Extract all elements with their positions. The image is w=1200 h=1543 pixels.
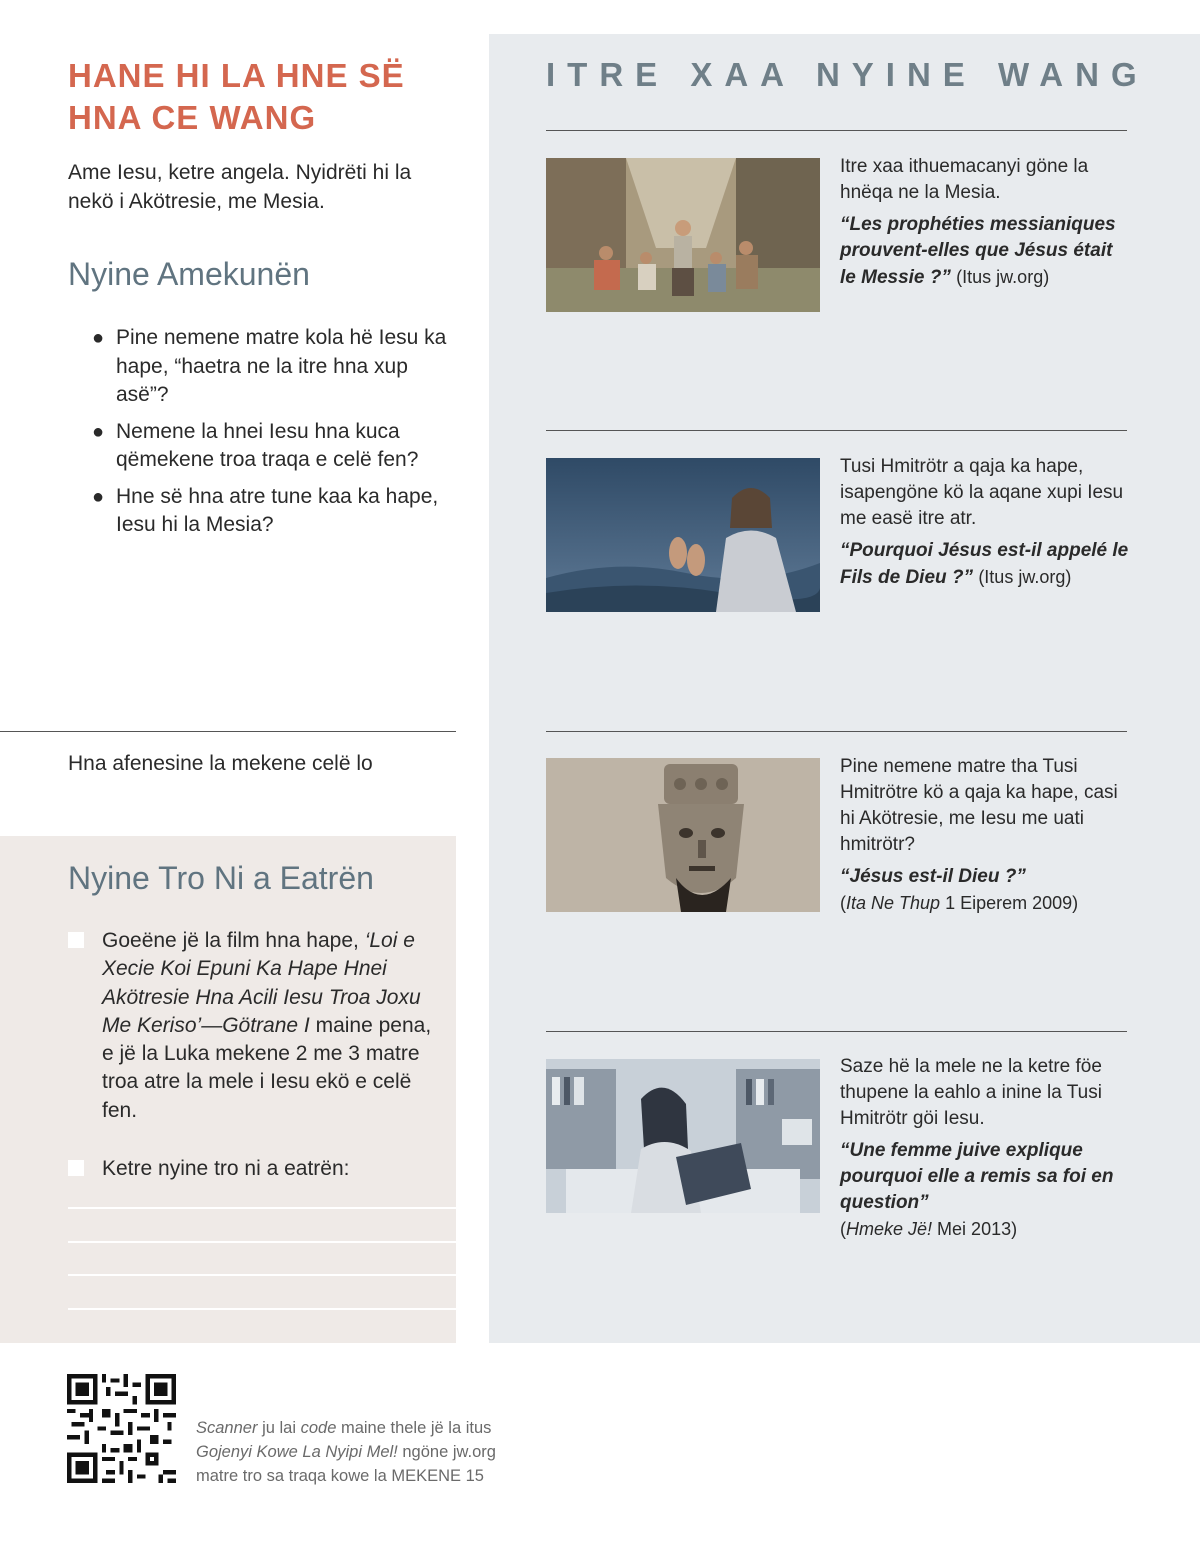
scan-instructions: Scanner ju lai code maine thele jë la itus Gojenyi Kowe La Nyipi Mel! ngöne jw.org matre tro sa traqa kowe la MEKENE 15 [196,1419,496,1485]
jesus-entering-jerusalem-image[interactable] [546,158,820,312]
three-faced-carving-image[interactable] [546,758,820,912]
review-question: ● Pine nemene matre kola hë Iesu ka hape, “haetra ne la itre hna xup asë”? [92,326,447,406]
resource-text: Tusi Hmitrötr a qaja ka hape, isapengöne kö la aqane xupi Iesu me easë itre atr. “Pourquoi Jésus est-il appelé le Fils de Dieu ?” (Itus jw.org) [840,454,1130,591]
qr-code-icon[interactable] [67,1374,176,1483]
goal-checkbox[interactable] [68,932,84,948]
jesus-praying-image[interactable] [546,458,820,612]
writing-line[interactable] [68,1241,456,1243]
resource-source: (Ita Ne Thup 1 Eiperem 2009) [840,893,1079,913]
review-heading: Nyine Amekunën [68,256,310,292]
divider [546,130,1127,131]
writing-line[interactable] [68,1274,456,1276]
goal-heading: Nyine Tro Ni a Eatrën [68,860,374,896]
review-question: ● Hne së hna atre tune kaa ka hape, Iesu hi la Mesia? [92,484,439,536]
goal-checkbox[interactable] [68,1160,84,1176]
resource-link[interactable]: “Une femme juive explique pourquoi elle a remis sa foi en question” [840,1140,1114,1213]
resource-source: (Hmeke Jë! Mei 2013) [840,1219,1018,1239]
divider [546,731,1127,732]
resource-text: Pine nemene matre tha Tusi Hmitrötre kö a qaja ka hape, casi hi Akötresie, me Iesu me uati hmitrötr? “Jésus est-il Dieu ?” (Ita Ne Thup 1 Eiperem 2009) [840,754,1130,916]
writing-line[interactable] [68,1308,456,1310]
summary-title: HANE HI LA HNE SË HNA CE WANG [68,57,405,136]
goal-item-custom: Ketre nyine tro ni a eatrën: [68,1155,438,1183]
divider [0,731,456,732]
bullet-icon: ● [92,327,105,349]
explore-title: ITRE XAA NYINE WANG [546,56,1149,93]
bullet-icon: ● [92,420,105,443]
divider [546,430,1127,431]
bullet-icon: ● [92,485,105,508]
resource-text: Saze hë la mele ne la ketre föe thupene la eahlo a inine la Tusi Hmitrötr göi Iesu. “Une femme juive explique pourquoi elle a remis sa foi en question” (Hmeke Jë! Mei 2013) [840,1054,1130,1242]
divider [546,1031,1127,1032]
notes-label: Hna afenesine la mekene celë lo [68,752,373,775]
writing-line[interactable] [68,1207,456,1209]
woman-reading-image[interactable] [546,1059,820,1213]
resource-text: Itre xaa ithuemacanyi göne la hnëqa ne la Mesia. “Les prophéties messianiques prouvent-elles que Jésus était le Messie ?” (Itus jw.org) [840,154,1130,291]
resource-link[interactable]: “Les prophéties messianiques prouvent-elles que Jésus était le Messie ?” (Itus jw.org) [840,214,1116,288]
goal-item-film: Goeëne jë la film hna hape, ‘Loi e Xecie Koi Epuni Ka Hape Hnei Akötresie Hna Acili Iesu Troa Joxu Me Keriso’—Götrane I maine pena, e jë la Luka mekene 2 me 3 matre troa atre la mele i Iesu ekö e celë fen. [68,927,438,1125]
review-question: ● Nemene la hnei Iesu hna kuca qëmekene troa traqa e celë fen? [92,419,419,471]
summary-text: Ame Iesu, ketre angela. Nyidrëti hi la nekö i Akötresie, me Mesia. [68,161,412,213]
resource-link[interactable]: “Jésus est-il Dieu ?” [840,866,1026,887]
resource-link[interactable]: “Pourquoi Jésus est-il appelé le Fils de Dieu ?” (Itus jw.org) [840,540,1129,588]
review-questions-list [92,324,462,548]
